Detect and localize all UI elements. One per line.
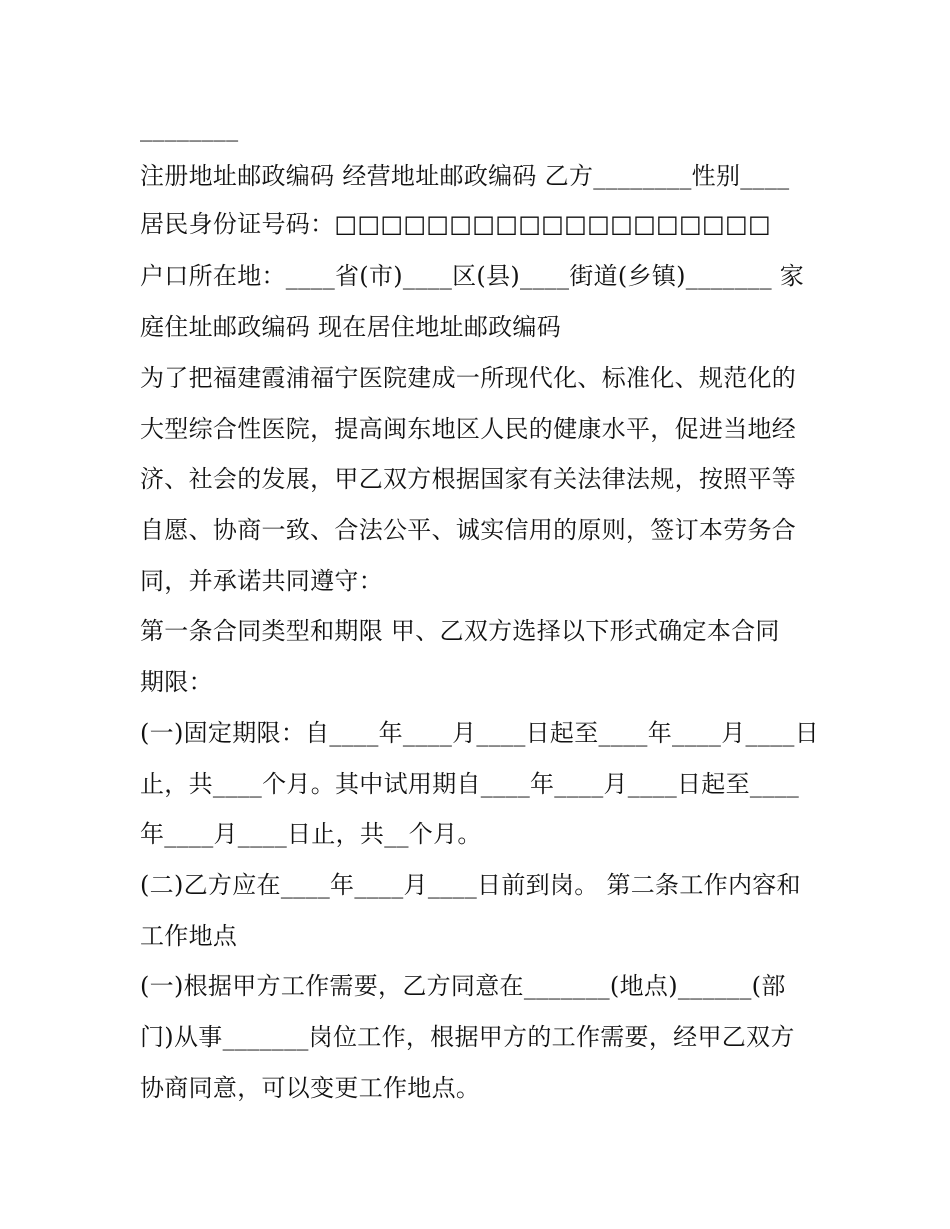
text-line: 为了把福建霞浦福宁医院建成一所现代化、标准化、规范化的: [140, 364, 797, 392]
text-line: (二)乙方应在____年____月____日前到岗。 第二条工作内容和: [140, 871, 801, 899]
text-line: 协商同意，可以变更工作地点。: [140, 1074, 481, 1102]
text-line: 门)从事_______岗位工作，根据甲方的工作需要，经甲乙双方: [140, 1023, 795, 1051]
text-line: 户口所在地：____省(市)____区(县)____街道(乡镇)_______ 家: [140, 262, 805, 290]
text-line: (一)根据甲方工作需要，乙方同意在_______(地点)______(部: [140, 972, 786, 1000]
text-line: 年____月____日止，共__个月。: [140, 820, 482, 848]
text-line: (一)固定期限：自____年____月____日起至____年____月____日: [140, 719, 820, 747]
text-line: 注册地址邮政编码 经营地址邮政编码 乙方________性别____: [140, 162, 790, 190]
text-line: 自愿、协商一致、合法公平、诚实信用的原则，签订本劳务合: [140, 516, 797, 544]
text-line: 同，并承诺共同遵守：: [140, 567, 383, 595]
text-line: 庭住址邮政编码 现在居住地址邮政编码: [140, 313, 562, 341]
text-line: 止，共____个月。其中试用期自____年____月____日起至____: [140, 770, 800, 798]
text-line: 居民身份证号码：□□□□□□□□□□□□□□□□□□□: [140, 210, 771, 238]
text-line: ________: [140, 114, 239, 142]
text-line: 大型综合性医院，提高闽东地区人民的健康水平，促进当地经: [140, 415, 797, 443]
text-line: 济、社会的发展，甲乙双方根据国家有关法律法规，按照平等: [140, 465, 797, 493]
text-line: 工作地点: [140, 922, 238, 950]
text-line: 期限：: [140, 668, 213, 696]
text-line: 第一条合同类型和期限 甲、乙双方选择以下形式确定本合同: [140, 617, 780, 645]
